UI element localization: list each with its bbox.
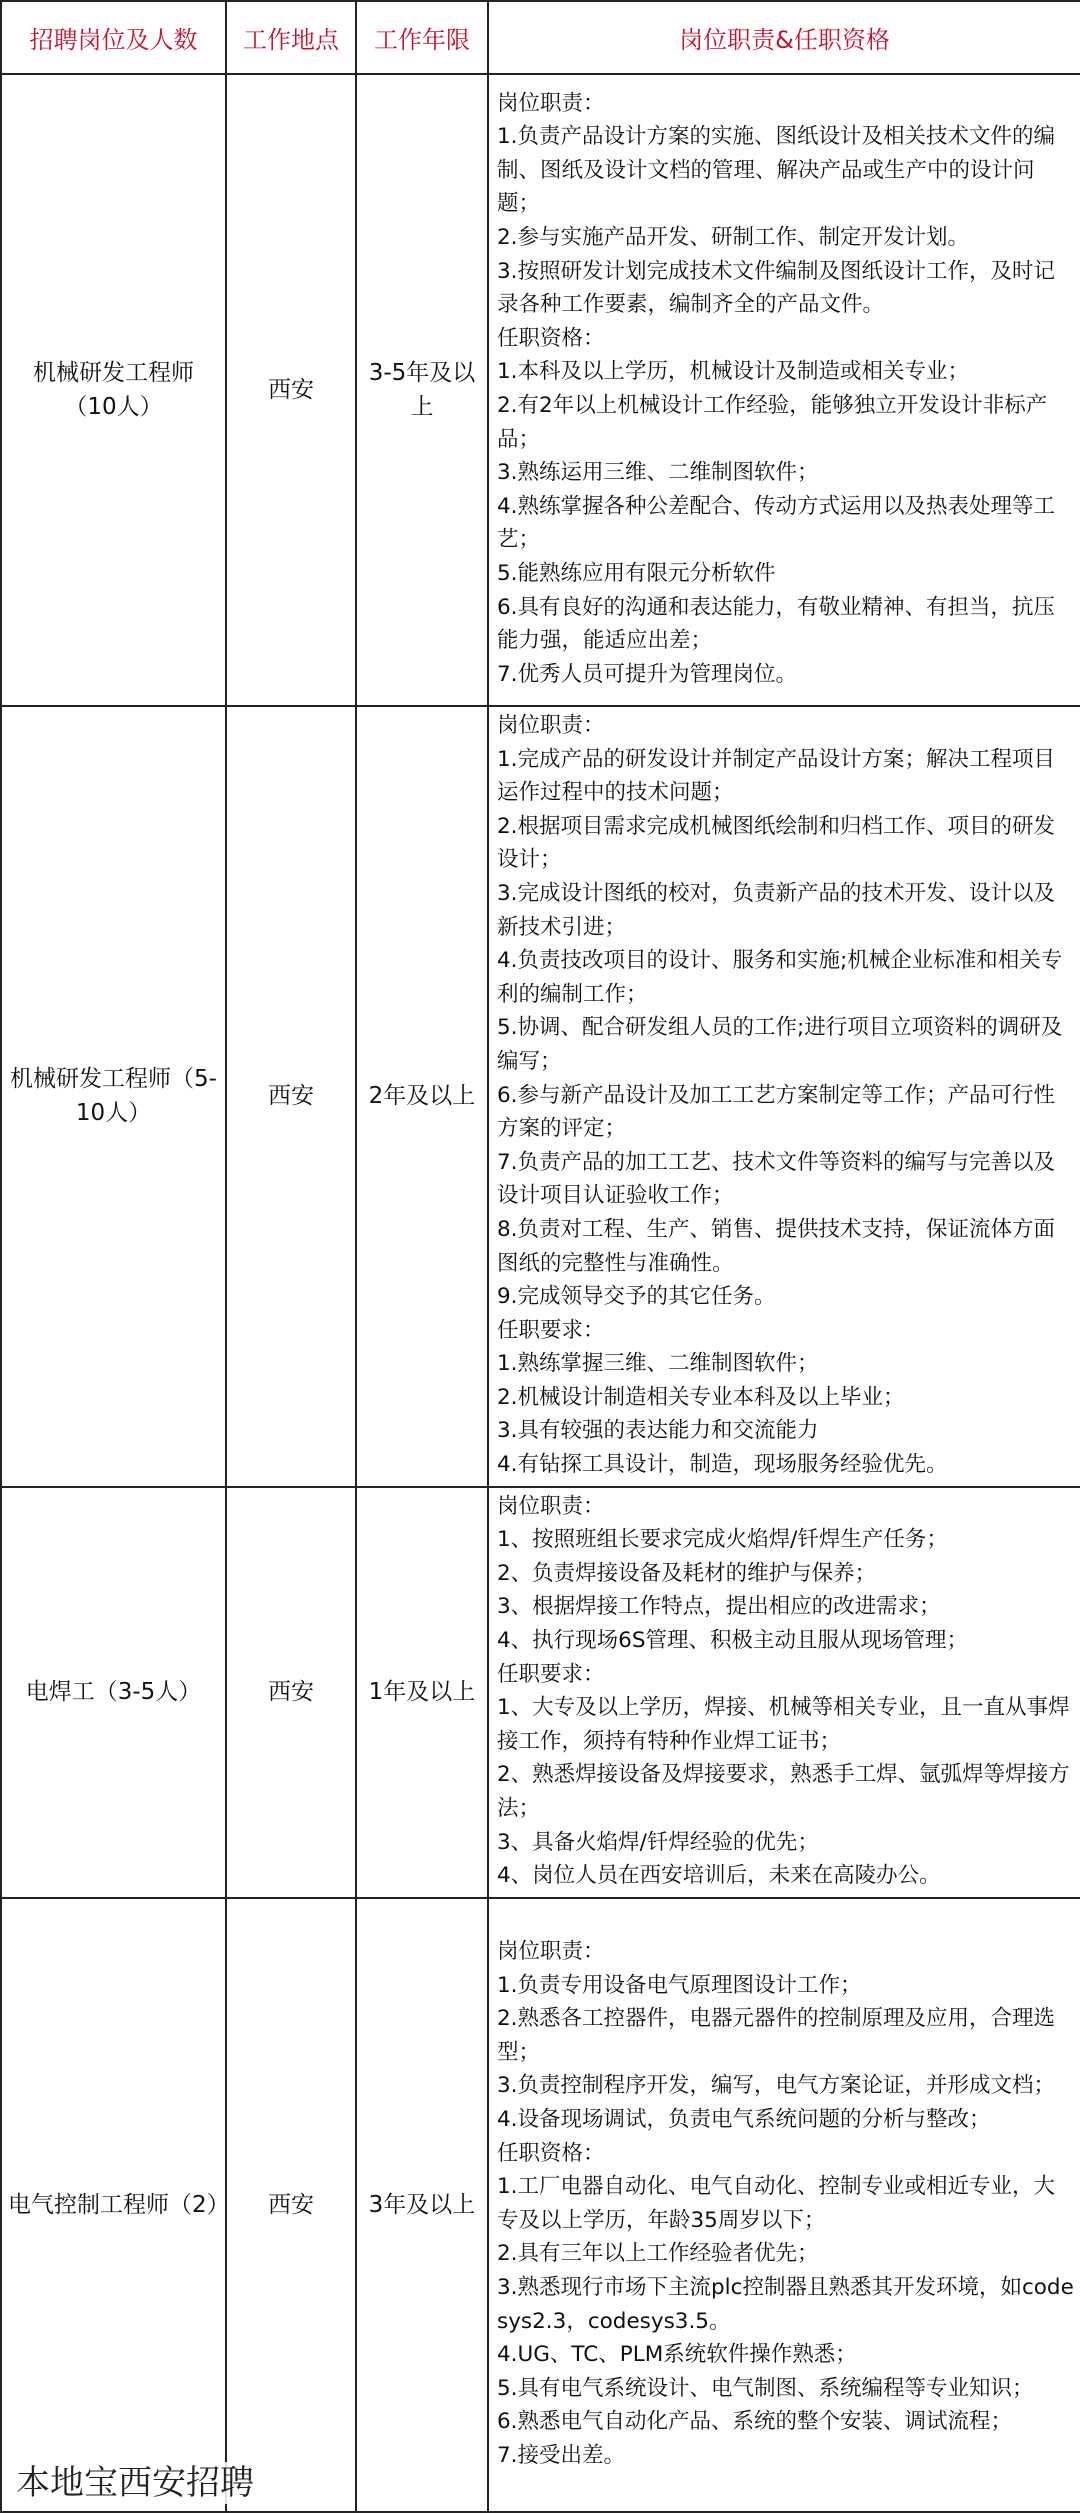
desc-line: 1.负责专用设备电气原理图设计工作； (497, 1972, 862, 1998)
header-position: 招聘岗位及人数 (1, 1, 226, 74)
desc-line: 岗位职责： (497, 1493, 605, 1519)
job-description (488, 1898, 1080, 2512)
job-location: 西安 (226, 706, 356, 1487)
desc-line: 1.工厂电器自动化、电气自动化、控制专业或相近专业，大专及以上学历，年龄35周岁以下； (497, 2174, 1056, 2233)
desc-line: 4.负责技改项目的设计、服务和实施;机械企业标准和相关专利的编制工作； (497, 948, 1063, 1007)
header-description: 岗位职责&任职资格 (488, 1, 1080, 74)
job-years: 2年及以上 (356, 706, 488, 1487)
job-title: 机械研发工程师（10人） (1, 74, 226, 706)
desc-line: 7.接受出差。 (497, 2442, 626, 2468)
desc-line: 2.根据项目需求完成机械图纸绘制和归档工作、项目的研发设计； (497, 813, 1056, 873)
job-description (488, 74, 1080, 706)
desc-line: 任职要求： (497, 1661, 605, 1687)
desc-line: 5.具有电气系统设计、电气制图、系统编程等专业知识； (497, 2375, 1034, 2401)
desc-line: 6.参与新产品设计及加工工艺方案制定等工作；产品可行性方案的评定； (497, 1082, 1056, 1142)
desc-line: 7.负责产品的加工工艺、技术文件等资料的编写与完善以及设计项目认证验收工作； (497, 1149, 1056, 1209)
desc-line: 1.本科及以上学历，机械设计及制造或相关专业； (497, 359, 970, 385)
desc-line: 岗位职责： (497, 713, 605, 738)
desc-line: 任职资格： (497, 2140, 605, 2166)
job-title: 电焊工（3-5人） (1, 1487, 226, 1898)
desc-line: 2.机械设计制造相关专业本科及以上毕业； (497, 1384, 905, 1410)
desc-line: 1.完成产品的研发设计并制定产品设计方案；解决工程项目运作过程中的技术问题； (497, 746, 1056, 806)
desc-line: 5.协调、配合研发组人员的工作;进行项目立项资料的调研及编写； (497, 1015, 1063, 1074)
desc-line: 2.参与实施产品开发、研制工作、制定开发计划。 (497, 225, 970, 251)
desc-line: 任职要求： (497, 1317, 605, 1343)
job-years: 3年及以上 (356, 1898, 488, 2512)
desc-line: 3、根据焊接工作特点，提出相应的改进需求； (497, 1594, 941, 1620)
header-location: 工作地点 (226, 1, 356, 74)
desc-line: 岗位职责： (497, 1939, 605, 1965)
desc-line: 4.熟练掌握各种公差配合、传动方式运用以及热表处理等工艺； (497, 493, 1056, 553)
job-location: 西安 (226, 1898, 356, 2512)
desc-line: 4、岗位人员在西安培训后，未来在高陵办公。 (497, 1863, 941, 1889)
desc-line: 2、熟悉焊接设备及焊接要求，熟悉手工焊、氩弧焊等焊接方法； (497, 1762, 1070, 1821)
desc-line: 3.按照研发计划完成技术文件编制及图纸设计工作，及时记录各种工作要素，编制齐全的产品文件。 (497, 258, 1056, 318)
job-title: 机械研发工程师（5-10人） (1, 706, 226, 1487)
desc-line: 4、执行现场6S管理、积极主动且服从现场管理； (497, 1628, 969, 1654)
header-row (1, 1, 1080, 74)
desc-line: 3、具备火焰焊/钎焊经验的优先； (497, 1829, 819, 1855)
desc-line: 2.有2年以上机械设计工作经验，能够独立开发设计非标产品； (497, 393, 1048, 452)
desc-line: 1.负责产品设计方案的实施、图纸设计及相关技术文件的编制、图纸及设计文档的管理、解决产品或生产中的设计问题； (497, 124, 1056, 217)
desc-line: 5.能熟练应用有限元分析软件 (497, 560, 776, 586)
desc-line: 6.具有良好的沟通和表达能力，有敬业精神、有担当，抗压能力强，能适应出差； (497, 594, 1056, 654)
job-location: 西安 (226, 74, 356, 706)
table-row (1, 706, 1080, 1487)
desc-line: 6.熟悉电气自动化产品、系统的整个安装、调试流程； (497, 2409, 1013, 2435)
desc-line: 9.完成领导交予的其它任务。 (497, 1284, 776, 1310)
desc-line: 2.熟悉各工控器件，电器元器件的控制原理及应用，合理选型； (497, 2006, 1056, 2065)
job-description (488, 1487, 1080, 1898)
job-title: 电气控制工程师（2） (1, 1898, 226, 2512)
desc-line: 3.熟练运用三维、二维制图软件； (497, 460, 819, 486)
desc-line: 1、按照班组长要求完成火焰焊/钎焊生产任务； (497, 1527, 948, 1553)
job-description (488, 706, 1080, 1487)
desc-line: 3.完成设计图纸的校对，负责新产品的技术开发、设计以及新技术引进； (497, 880, 1056, 940)
desc-line: 2.具有三年以上工作经验者优先； (497, 2241, 819, 2267)
desc-line: 岗位职责： (497, 90, 605, 116)
desc-line: 2、负责焊接设备及耗材的维护与保养； (497, 1560, 877, 1586)
job-years: 3-5年及以上 (356, 74, 488, 706)
job-location: 西安 (226, 1487, 356, 1898)
table-row (1, 1898, 1080, 2512)
table-row (1, 1487, 1080, 1898)
desc-line: 4.有钻探工具设计，制造，现场服务经验优先。 (497, 1452, 948, 1478)
desc-line: 7.优秀人员可提升为管理岗位。 (497, 661, 798, 687)
desc-line: 3.熟悉现行市场下主流plc控制器且熟悉其开发环境，如codesys2.3，codesys3.5。 (497, 2274, 1074, 2334)
desc-line: 3.负责控制程序开发，编写，电气方案论证，并形成文档； (497, 2073, 1056, 2099)
desc-line: 3.具有较强的表达能力和交流能力 (497, 1418, 819, 1444)
desc-line: 8.负责对工程、生产、销售、提供技术支持，保证流体方面图纸的完整性与准确性。 (497, 1216, 1056, 1276)
desc-line: 任职资格： (497, 325, 605, 351)
header-years: 工作年限 (356, 1, 488, 74)
table-row (1, 74, 1080, 706)
desc-line: 4.UG、TC、PLM系统软件操作熟悉； (497, 2342, 857, 2368)
job-years: 1年及以上 (356, 1487, 488, 1898)
watermark-text: 本地宝西安招聘 (10, 2462, 260, 2504)
desc-line: 4.设备现场调试，负责电气系统问题的分析与整改； (497, 2107, 991, 2132)
desc-line: 1、大专及以上学历，焊接、机械等相关专业，且一直从事焊接工作，须持有特种作业焊工证书； (497, 1695, 1070, 1754)
desc-line: 1.熟练掌握三维、二维制图软件； (497, 1351, 819, 1377)
